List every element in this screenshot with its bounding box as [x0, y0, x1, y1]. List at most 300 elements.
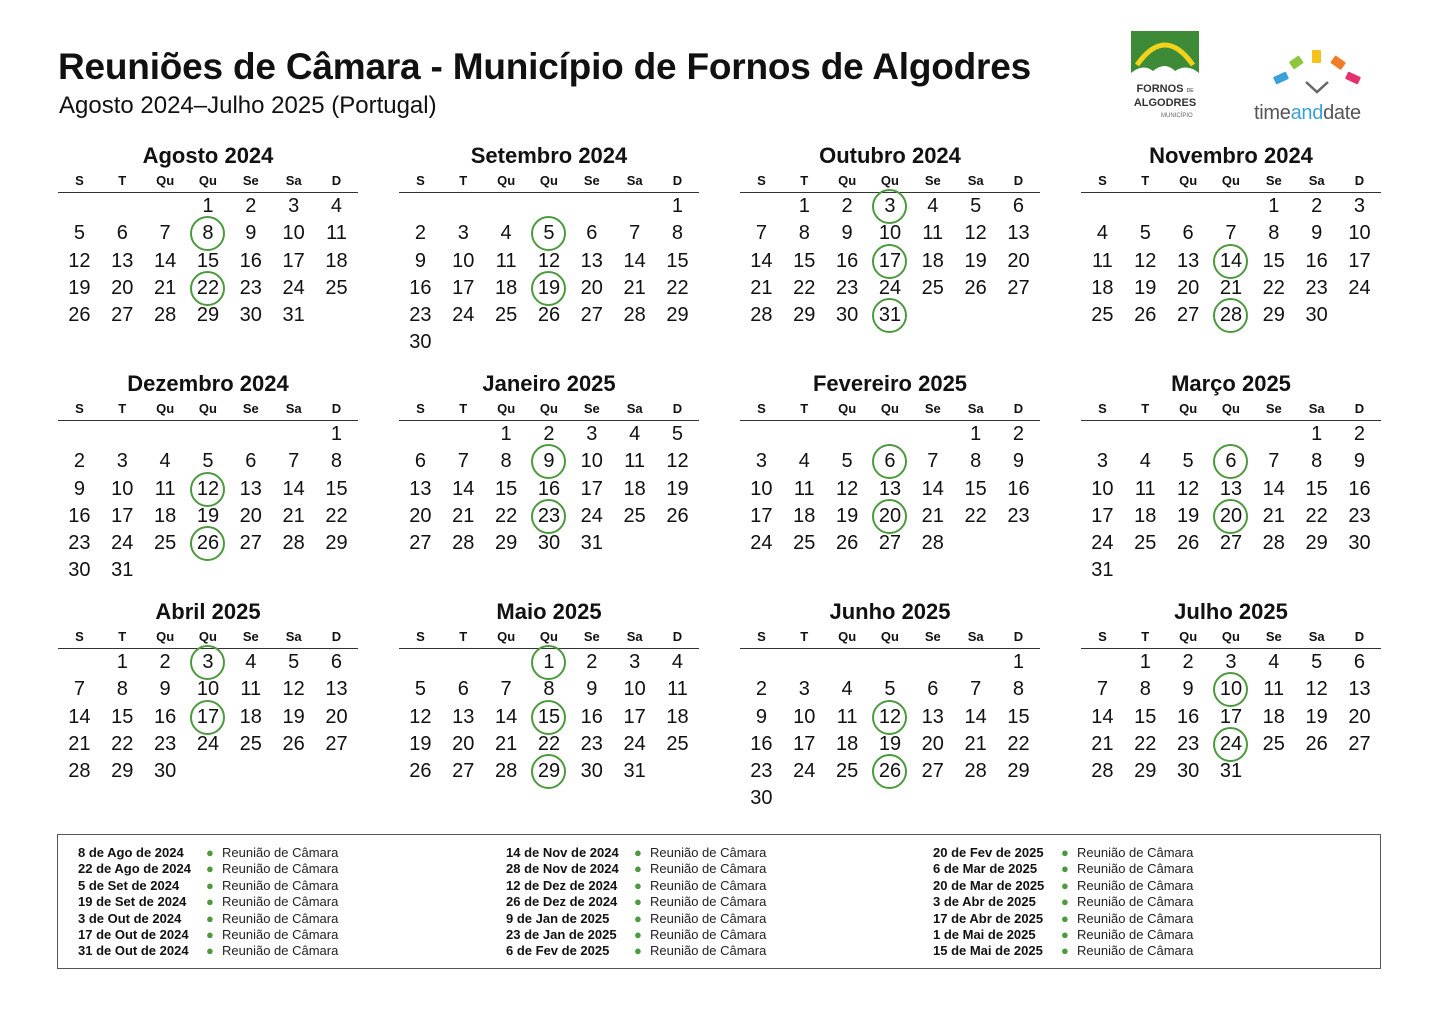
day-number: 1: [202, 195, 214, 217]
month-title: Março 2025: [1171, 371, 1291, 396]
weekday-label: D: [672, 401, 683, 416]
day-cell: [58, 704, 101, 731]
day-number: 17: [750, 504, 773, 527]
day-number: 20: [878, 504, 902, 527]
day-cell: [1081, 275, 1124, 302]
day-number: 1: [1012, 651, 1025, 673]
weekday-label: S: [1098, 629, 1107, 644]
day-number: 24: [750, 532, 773, 555]
meeting-day-cell: [187, 530, 230, 557]
day-cell: [399, 731, 442, 758]
empty-day-cell: [1124, 193, 1167, 220]
day-number: 21: [153, 276, 177, 299]
day-number: 10: [878, 222, 902, 245]
meeting-day-cell: [187, 704, 230, 731]
timeanddate-logo: [1252, 44, 1386, 126]
day-cell: [485, 476, 528, 503]
day-number: 14: [452, 477, 475, 500]
legend-date: 26 de Dez de 2024: [506, 894, 618, 910]
day-cell: [58, 676, 101, 703]
day-cell: [783, 248, 826, 275]
day-number: 14: [282, 477, 305, 500]
day-cell: [1081, 302, 1124, 329]
day-cell: [826, 503, 869, 530]
day-number: 25: [835, 760, 859, 783]
day-cell: [1295, 302, 1338, 329]
day-number: 19: [68, 276, 91, 299]
day-cell: [442, 503, 485, 530]
day-number: 11: [1263, 678, 1285, 701]
day-cell: [911, 704, 954, 731]
weekday-label: Sa: [626, 173, 643, 188]
day-number: 31: [580, 532, 603, 555]
weekday-label: D: [672, 629, 683, 644]
day-cell: [485, 503, 528, 530]
day-number: 8: [1311, 450, 1323, 473]
weekday-label: S: [1098, 401, 1107, 416]
day-cell: [1124, 275, 1167, 302]
meeting-day-cell: [1210, 676, 1253, 703]
legend-date: 9 de Jan de 2025: [506, 910, 610, 926]
day-number: 10: [750, 477, 773, 500]
day-number: 13: [1176, 249, 1200, 272]
day-cell: [783, 476, 826, 503]
day-number: 18: [1262, 705, 1285, 728]
weekday-label: S: [75, 401, 84, 416]
day-number: 5: [970, 195, 982, 217]
day-cell: [954, 421, 997, 448]
day-number: 26: [878, 760, 902, 783]
empty-day-cell: [911, 649, 954, 676]
day-cell: [272, 476, 315, 503]
day-number: 25: [325, 276, 348, 299]
day-number: 6: [245, 450, 257, 473]
day-number: 24: [793, 760, 816, 783]
weekday-label: Qu: [539, 629, 558, 644]
day-cell: [783, 530, 826, 557]
day-number: 15: [1262, 249, 1285, 272]
month-title: Outubro 2024: [819, 143, 961, 168]
day-number: 17: [1219, 705, 1243, 728]
day-cell: [1295, 275, 1338, 302]
day-number: 1: [1139, 651, 1151, 673]
empty-day-cell: [101, 193, 144, 220]
day-cell: [315, 476, 358, 503]
day-number: 28: [68, 760, 91, 783]
weekday-label: Sa: [285, 173, 302, 188]
day-number: 17: [878, 249, 902, 272]
legend-label: Reunião de Câmara: [650, 910, 767, 926]
day-number: 1: [671, 195, 684, 217]
weekday-label: Se: [1265, 629, 1282, 644]
empty-day-cell: [399, 193, 442, 220]
day-cell: [570, 649, 613, 676]
day-cell: [1338, 731, 1381, 758]
legend-item: [933, 927, 1193, 943]
days-grid: [58, 193, 358, 329]
legend-label: Reunião de Câmara: [222, 845, 339, 860]
day-number: 26: [282, 732, 305, 755]
day-cell: [740, 248, 783, 275]
day-number: 4: [629, 423, 641, 445]
day-number: 3: [755, 450, 767, 473]
day-cell: [613, 676, 656, 703]
day-cell: [570, 302, 613, 329]
day-number: 18: [835, 732, 859, 755]
day-cell: [58, 476, 101, 503]
day-number: 11: [793, 477, 815, 500]
day-number: 14: [494, 705, 518, 728]
day-cell: [144, 503, 187, 530]
bullet-dot-icon: ●: [634, 926, 642, 942]
day-number: 11: [922, 222, 944, 245]
month-title: Fevereiro 2025: [812, 371, 968, 396]
day-cell: [869, 530, 912, 557]
day-cell: [911, 275, 954, 302]
legend-label: Reunião de Câmara: [650, 926, 767, 942]
weekday-label: D: [1013, 173, 1024, 188]
day-number: 11: [1092, 249, 1113, 272]
day-cell: [442, 704, 485, 731]
day-cell: [911, 676, 954, 703]
day-number: 22: [964, 504, 987, 527]
day-number: 16: [1007, 477, 1030, 500]
day-number: 29: [793, 304, 816, 327]
day-cell: [272, 676, 315, 703]
day-number: 21: [623, 276, 646, 299]
day-number: 30: [1305, 304, 1328, 327]
bullet-dot-icon: ●: [206, 926, 214, 942]
day-number: 19: [282, 705, 305, 728]
meeting-day-cell: [528, 758, 571, 785]
day-number: 20: [1219, 504, 1243, 527]
day-number: 1: [330, 423, 343, 445]
day-cell: [1252, 649, 1295, 676]
day-number: 29: [1134, 760, 1157, 783]
day-number: 3: [1096, 450, 1108, 473]
day-number: 5: [288, 651, 300, 673]
day-cell: [1252, 448, 1295, 475]
day-cell: [1295, 448, 1338, 475]
day-number: 31: [111, 559, 134, 582]
legend-label: Reunião de Câmara: [650, 894, 767, 910]
day-cell: [1167, 448, 1210, 475]
day-number: 1: [798, 195, 810, 217]
meeting-day-cell: [869, 302, 912, 329]
day-cell: [613, 758, 656, 785]
bullet-dot-icon: ●: [206, 943, 214, 959]
day-number: 8: [671, 222, 684, 245]
day-number: 20: [325, 705, 348, 728]
day-cell: [399, 248, 442, 275]
day-cell: [1167, 731, 1210, 758]
day-number: 5: [414, 678, 426, 701]
day-cell: [826, 758, 869, 785]
legend-label: Reunião de Câmara: [650, 943, 767, 959]
legend-box: [57, 834, 1381, 969]
day-cell: [1081, 704, 1124, 731]
weekday-label: S: [416, 173, 425, 188]
day-number: 27: [409, 532, 432, 555]
day-cell: [1124, 448, 1167, 475]
day-number: 28: [153, 304, 177, 327]
day-number: 30: [750, 787, 773, 810]
days-grid: [58, 649, 358, 785]
day-number: 12: [282, 678, 305, 701]
day-cell: [954, 704, 997, 731]
day-cell: [570, 503, 613, 530]
day-number: 18: [1134, 504, 1157, 527]
day-number: 15: [1134, 705, 1157, 728]
weekday-label: Qu: [1221, 629, 1240, 644]
day-number: 4: [1268, 651, 1280, 673]
weekday-label: Sa: [967, 629, 984, 644]
day-number: 22: [1305, 504, 1328, 527]
month-calendar: [740, 598, 1040, 813]
day-number: 28: [282, 532, 305, 555]
bullet-dot-icon: ●: [1061, 845, 1069, 860]
day-number: 25: [1091, 304, 1114, 327]
day-number: 8: [543, 678, 555, 701]
month-title: Julho 2025: [1174, 599, 1288, 624]
day-number: 16: [153, 705, 177, 728]
weekday-label: Qu: [539, 401, 558, 416]
day-number: 28: [1091, 760, 1114, 783]
weekday-label: S: [75, 629, 84, 644]
day-cell: [58, 503, 101, 530]
day-cell: [954, 676, 997, 703]
day-cell: [740, 302, 783, 329]
day-number: 23: [835, 276, 859, 299]
empty-day-cell: [1081, 421, 1124, 448]
day-number: 25: [1134, 532, 1157, 555]
legend-date: 20 de Fev de 2025: [933, 845, 1044, 860]
day-number: 17: [1091, 504, 1114, 527]
day-number: 18: [921, 249, 944, 272]
empty-day-cell: [442, 193, 485, 220]
day-cell: [656, 649, 699, 676]
day-number: 1: [1311, 423, 1323, 445]
day-cell: [315, 704, 358, 731]
day-number: 30: [1176, 760, 1200, 783]
day-number: 29: [494, 532, 518, 555]
day-cell: [58, 302, 101, 329]
meeting-day-cell: [187, 476, 230, 503]
day-cell: [613, 704, 656, 731]
day-cell: [570, 421, 613, 448]
day-cell: [911, 530, 954, 557]
day-cell: [656, 248, 699, 275]
day-cell: [954, 476, 997, 503]
empty-day-cell: [911, 421, 954, 448]
day-cell: [1295, 193, 1338, 220]
day-cell: [485, 220, 528, 247]
day-cell: [1295, 220, 1338, 247]
day-number: 11: [326, 222, 347, 245]
day-number: 6: [1225, 450, 1237, 473]
day-number: 17: [111, 504, 134, 527]
day-number: 23: [1348, 504, 1371, 527]
day-number: 14: [153, 249, 177, 272]
day-number: 11: [154, 477, 176, 500]
day-number: 19: [1176, 504, 1200, 527]
day-cell: [783, 448, 826, 475]
day-cell: [144, 676, 187, 703]
days-grid: [1081, 421, 1381, 585]
month-calendar: [1081, 142, 1381, 329]
day-number: 29: [325, 532, 348, 555]
day-number: 26: [835, 532, 859, 555]
day-cell: [997, 193, 1040, 220]
day-number: 10: [282, 222, 305, 245]
day-number: 27: [239, 532, 262, 555]
day-number: 11: [240, 678, 262, 701]
day-number: 27: [1219, 532, 1243, 555]
day-number: 3: [288, 195, 300, 217]
day-number: 10: [452, 249, 475, 272]
day-number: 2: [414, 222, 426, 245]
day-number: 13: [409, 477, 432, 500]
legend-item: [933, 894, 1193, 910]
weekday-label: Sa: [626, 401, 643, 416]
bullet-dot-icon: ●: [206, 877, 214, 893]
day-cell: [1295, 704, 1338, 731]
day-cell: [442, 530, 485, 557]
day-cell: [1081, 220, 1124, 247]
day-cell: [1252, 503, 1295, 530]
meeting-day-cell: [528, 503, 571, 530]
day-number: 7: [1096, 678, 1108, 701]
day-cell: [826, 220, 869, 247]
day-cell: [58, 530, 101, 557]
weekday-label: Se: [924, 173, 941, 188]
day-number: 27: [580, 304, 603, 327]
day-cell: [570, 530, 613, 557]
weekday-label: D: [331, 401, 342, 416]
legend-label: Reunião de Câmara: [1077, 861, 1194, 877]
day-cell: [783, 220, 826, 247]
day-number: 21: [494, 732, 518, 755]
day-number: 19: [1134, 276, 1157, 299]
weekday-label: D: [1354, 401, 1365, 416]
bullet-dot-icon: ●: [634, 861, 642, 877]
day-number: 4: [798, 450, 810, 473]
day-cell: [1167, 649, 1210, 676]
page-title: Reuniões de Câmara - Município de Fornos de Algodres: [58, 46, 1031, 87]
legend-date: 8 de Ago de 2024: [78, 845, 184, 860]
days-grid: [740, 193, 1040, 329]
timeanddate-marks-icon: [1266, 46, 1370, 98]
day-number: 2: [73, 450, 85, 473]
weekday-label: Se: [924, 629, 941, 644]
municipality-logo: [1131, 31, 1199, 121]
day-number: 10: [196, 678, 220, 701]
day-number: 23: [153, 732, 177, 755]
day-cell: [272, 503, 315, 530]
legend-item: [506, 943, 766, 959]
day-number: 10: [793, 705, 816, 728]
meeting-day-cell: [869, 448, 912, 475]
day-number: 6: [1353, 651, 1366, 673]
day-number: 6: [330, 651, 343, 673]
weekday-label: Se: [583, 173, 600, 188]
weekday-label: Qu: [156, 629, 175, 644]
days-grid: [740, 421, 1040, 557]
day-number: 12: [409, 705, 432, 728]
legend-label: Reunião de Câmara: [1077, 926, 1194, 942]
legend-item: [933, 845, 1193, 861]
day-cell: [1167, 676, 1210, 703]
legend-item: [506, 878, 766, 894]
day-number: 18: [494, 276, 518, 299]
legend-date: 15 de Mai de 2025: [933, 943, 1043, 959]
day-cell: [911, 248, 954, 275]
day-cell: [954, 193, 997, 220]
day-cell: [144, 220, 187, 247]
day-cell: [656, 731, 699, 758]
legend-date: 5 de Set de 2024: [78, 877, 180, 893]
day-cell: [954, 731, 997, 758]
legend-item: [506, 845, 766, 861]
day-cell: [783, 275, 826, 302]
day-number: 5: [73, 222, 85, 245]
day-number: 27: [921, 760, 944, 783]
legend-item: [506, 861, 766, 877]
day-cell: [399, 329, 442, 356]
day-number: 19: [196, 504, 220, 527]
day-number: 21: [921, 504, 944, 527]
day-number: 31: [878, 304, 902, 327]
empty-day-cell: [1167, 421, 1210, 448]
day-cell: [954, 275, 997, 302]
day-number: 20: [1007, 249, 1030, 272]
legend-item: [78, 861, 338, 877]
day-cell: [1338, 220, 1381, 247]
meeting-day-cell: [1210, 248, 1253, 275]
empty-day-cell: [1252, 421, 1295, 448]
day-cell: [229, 193, 272, 220]
day-cell: [740, 758, 783, 785]
day-number: 22: [494, 504, 518, 527]
day-number: 15: [196, 249, 220, 272]
day-cell: [399, 302, 442, 329]
day-number: 3: [586, 423, 598, 445]
day-number: 14: [964, 705, 987, 728]
day-number: 25: [623, 504, 646, 527]
weekday-label: Qu: [838, 629, 857, 644]
day-number: 17: [1348, 249, 1371, 272]
day-number: 12: [835, 477, 859, 500]
weekday-label: D: [1354, 173, 1365, 188]
day-number: 15: [1305, 477, 1328, 500]
day-number: 12: [964, 222, 987, 245]
day-number: 29: [1262, 304, 1285, 327]
day-number: 27: [1176, 304, 1200, 327]
day-number: 26: [1305, 732, 1328, 755]
weekday-label: Sa: [1308, 629, 1325, 644]
day-number: 16: [1348, 477, 1371, 500]
municipality-logo-subtext: MUNICÍPIO: [1161, 113, 1193, 119]
day-number: 9: [1353, 450, 1366, 473]
day-cell: [954, 758, 997, 785]
day-number: 31: [282, 304, 305, 327]
day-cell: [740, 731, 783, 758]
day-cell: [1252, 193, 1295, 220]
day-number: 24: [452, 304, 475, 327]
day-cell: [1124, 503, 1167, 530]
days-grid: [399, 193, 699, 357]
day-cell: [229, 530, 272, 557]
